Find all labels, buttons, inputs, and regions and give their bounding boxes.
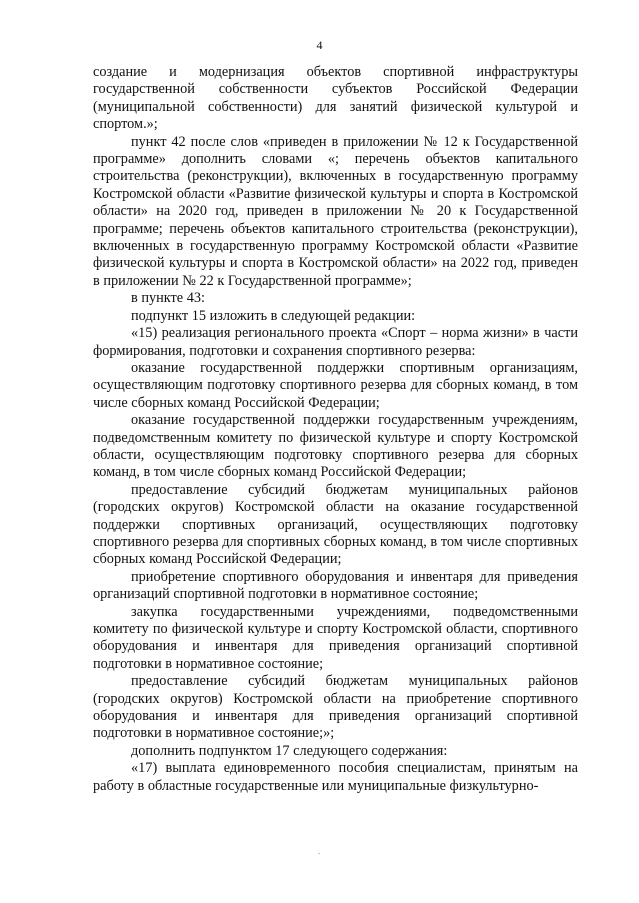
paragraph-subsidies-equipment: предоставление субсидий бюджетам муниципальных районов (городских округов) Костромской области на приобретение спортивного оборудования и инвентаря для приведения организаций спортивной подготовки в нормативное состояние;»; xyxy=(93,673,578,742)
paragraph-subsidies-sports-reserve: предоставление субсидий бюджетам муниципальных районов (городских округов) Костромской области на оказание государственной поддержки спортивных организаций, осуществляющих подготовку спортивного резерва для спортивных сборных команд, в том числе спортивных сборных команд Российской Федерации; xyxy=(93,481,578,568)
paragraph-equipment-procurement: закупка государственными учреждениями, подведомственными комитету по физической культуре и спорту Костромской области, спортивного оборудования и инвентаря для приведения организаций спортивной подготовки в нормативное состояние; xyxy=(93,603,578,672)
document-body xyxy=(93,64,578,795)
paragraph-infrastructure-continuation: создание и модернизация объектов спортивной инфраструктуры государственной собственности субъектов Российской Федерации (муниципальной собственности) для занятий физической культурой и спортом.»; xyxy=(93,64,578,133)
paragraph-support-state-institutions: оказание государственной поддержки государственным учреждениям, подведомственным комитету по физической культуре и спорту Костромской области, осуществляющим подготовку спортивного резерва для сборных команд, в том числе сборных команд Российской Федерации; xyxy=(93,412,578,481)
scan-speck xyxy=(318,853,320,854)
paragraph-subpoint-17-text: «17) выплата единовременного пособия специалистам, принятым на работу в областные государственные или муниципальные физкультурно- xyxy=(93,760,578,794)
paragraph-add-subpoint-17: дополнить подпунктом 17 следующего содержания: xyxy=(131,742,448,759)
paragraph-support-sports-organizations: оказание государственной поддержки спортивным организациям, осуществляющим подготовку спортивного резерва для сборных команд, в том числе сборных команд Российской Федерации; xyxy=(93,359,578,411)
page-number: 4 xyxy=(316,38,323,52)
paragraph-subpoint-15-intro: подпункт 15 изложить в следующей редакции: xyxy=(131,307,416,324)
paragraph-point-42: пункт 42 после слов «приведен в приложении № 12 к Государственной программе» дополнить словами «; перечень объектов капитального строительства (реконструкции), включенных в государственную программу Костромской области «Развитие физической культуры и спорта в Костромской области» на 2020 год, приведен в приложении № 20 к Государственной программе; перечень объектов капитального строительства (реконструкции), включенных в государственную программу Костромской области «Развитие физической культуры и спорта в Костромской области» на 2022 год, приведен в приложении № 22 к Государственной программе»; xyxy=(93,133,578,289)
paragraph-equipment-acquisition: приобретение спортивного оборудования и инвентаря для приведения организаций спортивной подготовки в нормативное состояние; xyxy=(93,568,578,603)
paragraph-subpoint-15-text: «15) реализация регионального проекта «Спорт – норма жизни» в части формирования, подготовки и сохранения спортивного резерва: xyxy=(93,325,578,359)
paragraph-point-43-intro: в пункте 43: xyxy=(131,290,205,307)
